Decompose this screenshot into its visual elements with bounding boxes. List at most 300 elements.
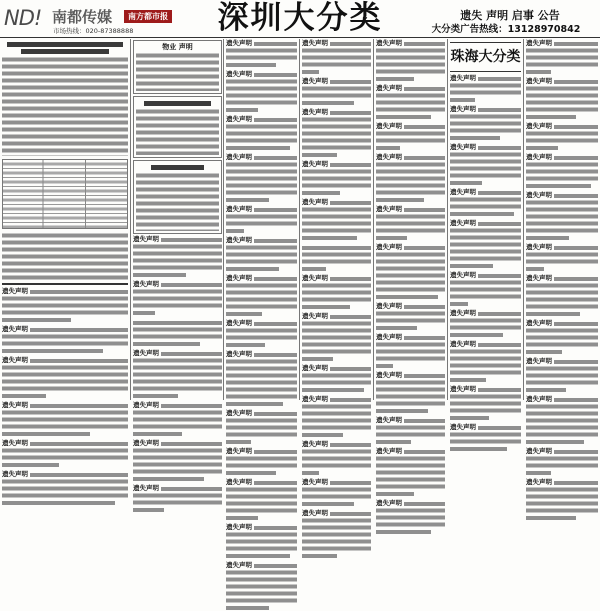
notice-item [226,320,297,348]
notice-label: 遗失声明 [302,478,328,486]
notice-first-line [133,350,222,357]
text-line [2,463,59,467]
text-line [302,153,337,157]
notice-last-line [450,134,521,141]
text-line [330,277,371,281]
text-line [254,42,297,46]
notice-first-line [526,78,598,85]
text-line [226,146,290,150]
notice-item [450,220,521,269]
notice-text-block [526,403,598,438]
text-line [133,342,200,346]
market-hotline: 市场热线：020-87388888 [53,27,134,35]
notice-label: 遗失声明 [526,122,552,130]
column-b [130,39,224,492]
notice-label: 遗失声明 [302,160,328,168]
notice-last-line [302,99,371,106]
notice-last-line [526,310,598,317]
notice-label: 遗失声明 [376,333,402,341]
notice-text-block [302,517,371,552]
notice-label: 遗失声明 [450,423,476,431]
announcement-heading [21,49,109,54]
text-line [254,450,297,454]
text-line [30,473,128,477]
notice-list [226,40,297,611]
notice-label: 遗失声明 [133,280,159,288]
text-line [526,70,551,74]
notice-first-line [133,236,222,243]
notice-label: 遗失声明 [526,357,552,365]
notice-label: 遗失声明 [450,74,476,82]
notice-last-line [376,362,445,369]
text-line [554,42,598,46]
notice-last-line [376,407,445,414]
notice-first-line [526,358,598,365]
notice-label: 遗失声明 [302,509,328,517]
notice-label: 遗失声明 [526,153,552,161]
text-line [226,516,258,520]
notice-label: 遗失声明 [302,108,328,116]
notice-last-line [450,445,521,452]
notice-item [376,206,445,241]
notice-item [133,440,222,482]
notice-last-line [450,300,521,307]
text-line [450,136,500,140]
text-line [254,526,297,530]
notice-item [2,357,128,399]
notice-first-line [302,396,371,403]
text-line [161,352,222,356]
notice-item [226,351,297,407]
text-line [478,388,521,392]
notice-text-block [2,447,128,461]
notice-first-line [376,500,445,507]
notice-first-line [376,85,445,92]
notice-first-line [133,440,222,447]
notice-list [376,40,445,535]
text-line [254,239,297,243]
notice-text-block [302,282,371,303]
notice-last-line [302,469,371,476]
text-line [254,353,297,357]
text-line [226,108,258,112]
text-line [226,471,276,475]
notice-label: 遗失声明 [526,191,552,199]
notice-text-block [450,82,521,96]
notice-text-block [450,113,521,134]
notice-item [450,386,521,421]
text-line [478,108,521,112]
notice-last-line [526,265,598,272]
notice-item [302,275,371,310]
notice-list [2,288,128,506]
text-line [554,398,598,402]
text-line [450,302,468,306]
notice-text-block [226,161,297,196]
notice-last-line [226,400,297,407]
notice-last-line [450,210,521,217]
text-line [450,378,486,382]
notice-label: 遗失声明 [376,302,402,310]
notice-label: 遗失声明 [2,401,28,409]
notice-last-line [526,469,598,476]
notice-text-block [302,320,371,355]
notice-item [2,440,128,468]
notice-first-line [2,402,128,409]
notice-item [376,303,445,331]
notice-item [526,192,598,241]
text-line [254,322,297,326]
notice-item [526,320,598,355]
notice-text-block [450,151,521,179]
text-line [376,364,393,368]
notice-last-line [226,341,297,348]
notice-first-line [302,510,371,517]
notice-label: 遗失声明 [450,340,476,348]
notice-item [226,237,297,272]
text-line [450,264,493,268]
text-line [226,229,244,233]
notice-text-block [376,341,445,362]
text-line [526,350,562,354]
notice-label: 遗失声明 [226,478,252,486]
notice-label: 遗失声明 [226,39,252,47]
text-line [30,442,128,446]
notice-first-line [526,275,598,282]
notice-last-line [2,499,128,506]
text-line [226,312,262,316]
notice-last-line [450,414,521,421]
notice-list [302,40,371,559]
notice-last-line [226,514,297,521]
text-line [526,440,584,444]
notice-last-line [376,144,445,151]
notice-first-line [376,334,445,341]
notice-first-line [376,244,445,251]
text-line [554,277,598,281]
notice-text-block [302,47,371,68]
notice-first-line [2,288,128,295]
notice-item [450,189,521,217]
notice-text-block [133,492,222,506]
text-line [526,388,566,392]
notice-label: 遗失声明 [376,39,402,47]
text-line [226,554,290,558]
announcement-box [133,96,222,158]
text-line [302,246,371,250]
text-line [554,80,598,84]
notice-last-line [2,461,128,468]
notice-last-line [526,144,598,151]
notice-item [526,396,598,445]
notice-item [450,75,521,103]
notice-last-line [526,182,598,189]
notice-item [302,244,371,272]
notice-first-line [376,206,445,213]
text-line [554,246,598,250]
header-rule [0,37,600,38]
text-line [554,125,598,129]
text-line [404,156,445,160]
text-line [30,328,128,332]
notice-text-block [526,199,598,234]
notice-last-line [302,151,371,158]
notice-text-block [376,161,445,196]
text-line [302,236,357,240]
notice-last-line [376,438,445,445]
notice-item [133,281,222,316]
text-line [404,336,445,340]
notice-text-block [376,47,445,75]
notice-last-line [302,431,371,438]
notice-label: 遗失声明 [526,447,552,455]
text-line [254,73,297,77]
text-line [161,238,222,242]
notice-last-line [376,528,445,535]
brand-name: 南都传媒 [52,8,113,26]
text-line [526,471,551,475]
announcement-text-block [2,232,128,281]
notice-first-line [133,402,222,409]
notice-label: 遗失声明 [526,77,552,85]
notice-text-block [376,310,445,324]
text-line [554,322,598,326]
notice-last-line [226,265,297,272]
notice-first-line [450,424,521,431]
notice-first-line [133,281,222,288]
notice-label: 遗失声明 [2,470,28,478]
notice-text-block [302,486,371,500]
notice-item [226,154,297,203]
text-line [526,267,544,271]
announcement-heading [151,165,205,170]
text-line [330,201,371,205]
notice-label: 遗失声明 [526,395,552,403]
notice-first-line [450,189,521,196]
notice-first-line [376,448,445,455]
text-line [330,42,371,46]
notice-first-line [302,313,371,320]
notice-first-line [526,479,598,486]
text-line [478,222,521,226]
notice-label: 遗失声明 [526,319,552,327]
notice-item [376,123,445,151]
notice-last-line [2,392,128,399]
text-line [526,516,576,520]
notice-item [450,106,521,141]
text-line [554,481,598,485]
notice-label: 遗失声明 [376,499,402,507]
notice-label: 遗失声明 [526,274,552,282]
notice-text-block [133,357,222,392]
notice-label: 遗失声明 [226,561,252,569]
text-line [254,564,297,568]
notice-last-line [526,68,598,75]
notice-text-block [376,213,445,234]
notice-text-block [450,317,521,331]
notice-label: 遗失声明 [450,385,476,393]
text-line [226,343,265,347]
notice-item [133,236,222,278]
text-line [404,42,445,46]
text-line [302,305,350,309]
notice-first-line [302,161,371,168]
notice-text-block [226,531,297,552]
notice-last-line [302,552,371,559]
notice-text-block [226,213,297,227]
announcement-text-block [2,56,128,156]
notice-text-block [133,243,222,271]
notice-text-block [302,251,371,265]
notice-text-block [376,379,445,407]
notice-first-line [226,448,297,455]
notice-text-block [526,455,598,469]
notice-label: 遗失声明 [376,122,402,130]
notice-label: 遗失声明 [450,188,476,196]
column-d [299,39,373,517]
text-line [161,283,222,287]
notice-last-line [133,506,222,513]
text-line [376,198,424,202]
notice-last-line [226,144,297,151]
notice-text-block [376,424,445,438]
text-line [302,388,364,392]
notice-first-line [526,448,598,455]
notice-item [302,365,371,393]
text-line [226,402,283,406]
notice-first-line [226,116,297,123]
notice-text-block [376,92,445,113]
text-line [30,359,128,363]
notice-item [226,479,297,521]
notice-last-line [302,355,371,362]
text-line [302,471,319,475]
notice-item [450,341,521,383]
nandu-logo: ND! [4,6,42,30]
notice-first-line [226,320,297,327]
notice-label: 遗失声明 [450,143,476,151]
notice-first-line [302,78,371,85]
announcement-table [2,159,128,229]
notice-text-block [302,85,371,99]
notice-last-line [526,234,598,241]
text-line [161,487,222,491]
notice-label: 遗失声明 [2,439,28,447]
notice-item [376,417,445,445]
notice-last-line [376,234,445,241]
notice-label: 遗失声明 [226,523,252,531]
text-line [2,501,115,505]
text-line [302,433,343,437]
text-line [404,87,445,91]
text-line [376,236,407,240]
text-line [478,343,521,347]
notice-item [526,123,598,151]
notice-label: 遗失声明 [526,39,552,47]
notice-last-line [226,310,297,317]
notice-item [376,500,445,535]
notice-first-line [226,206,297,213]
notice-last-line [226,227,297,234]
notice-text-block [2,295,128,316]
text-line [254,118,297,122]
category-line: 遗失 声明 启事 公告 [460,9,560,22]
notice-label: 遗失声明 [133,235,159,243]
notice-item [302,199,371,241]
notice-label: 遗失声明 [2,356,28,364]
text-line [254,412,297,416]
notice-item [376,334,445,369]
notice-last-line [226,196,297,203]
notice-text-block [526,282,598,310]
text-line [330,111,371,115]
notice-first-line [133,485,222,492]
notice-text-block [526,365,598,386]
notice-first-line [302,365,371,372]
text-line [478,274,521,278]
notice-text-block [526,327,598,348]
text-line [376,146,400,150]
notice-list [133,236,222,513]
notice-first-line [302,275,371,282]
notice-label: 遗失声明 [302,312,328,320]
notice-item [526,448,598,476]
notice-item [526,275,598,317]
text-line [450,181,482,185]
announcement-heading [144,101,210,106]
text-line [30,290,128,294]
text-line [526,312,580,316]
notice-first-line [226,524,297,531]
notice-first-line [226,479,297,486]
notice-last-line [226,604,297,611]
notice-text-block [302,448,371,469]
notice-label: 遗失声明 [376,447,402,455]
notice-first-line [450,310,521,317]
text-line [376,409,428,413]
notice-last-line [302,234,371,241]
text-line [526,184,591,188]
notice-label: 遗失声明 [226,447,252,455]
notice-first-line [450,75,521,82]
text-line [30,404,128,408]
notice-text-block [376,455,445,490]
notice-item [302,161,371,196]
text-line [404,374,445,378]
notice-label: 遗失声明 [526,243,552,251]
notice-label: 遗失声明 [2,325,28,333]
notice-last-line [376,196,445,203]
notice-label: 遗失声明 [526,478,552,486]
notice-first-line [226,275,297,282]
text-line [404,502,445,506]
notice-first-line [226,40,297,47]
notice-label: 遗失声明 [302,39,328,47]
column-e [373,39,447,507]
notice-label: 遗失声明 [133,439,159,447]
notice-item [302,510,371,559]
text-line [376,77,414,81]
notice-text-block [526,130,598,144]
text-line [450,333,503,337]
notice-text-block [450,279,521,300]
notice-item [302,109,371,158]
property-notice-box [133,40,222,94]
notice-text-block [302,116,371,151]
notice-last-line [133,271,222,278]
notice-label: 遗失声明 [376,371,402,379]
notice-first-line [226,351,297,358]
